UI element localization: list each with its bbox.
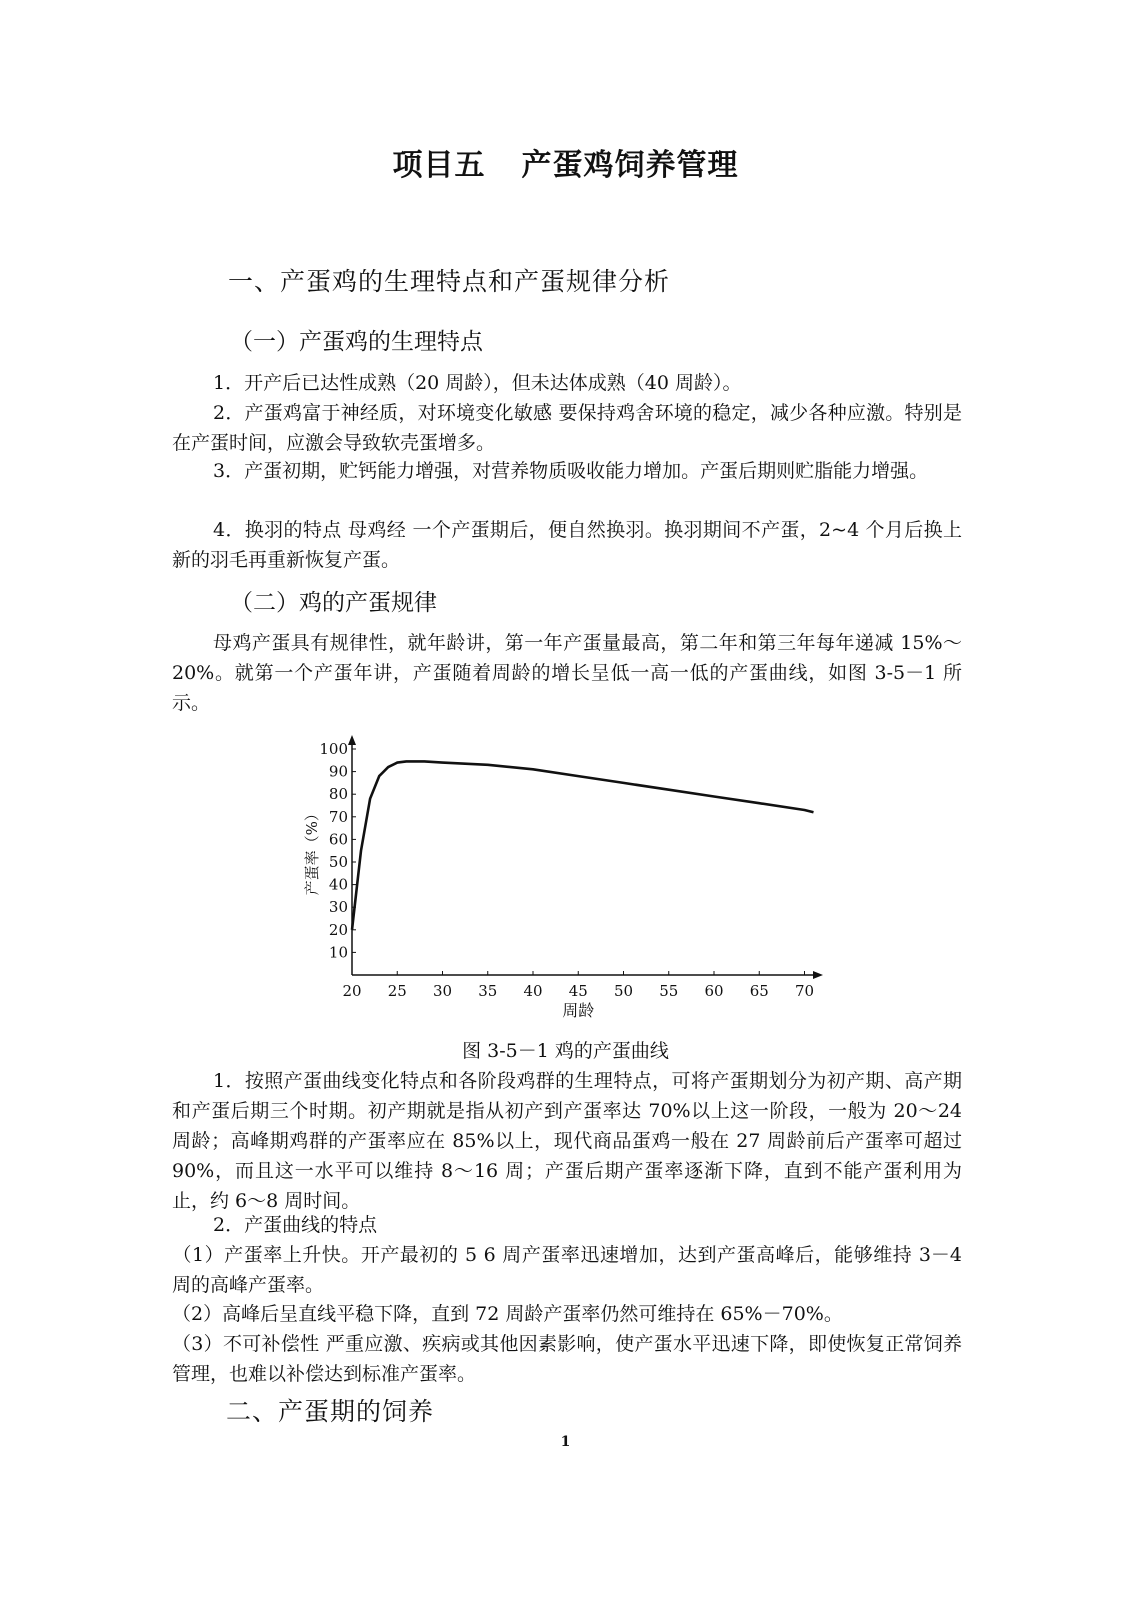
sub2-after-1: 1．按照产蛋曲线变化特点和各阶段鸡群的生理特点，可将产蛋期划分为初产期、高产期和产蛋后期三个时期。初产期就是指从初产到产蛋率达 70%以上这一阶段，一般为 20～24 周龄；高峰期鸡群的产蛋率应在 85%以上，现代商品蛋鸡一般在 27 周龄前后产蛋率可超过 90%，而且这一水平可以维持 8～16 周；产蛋后期产蛋率逐渐下降，直到不能产蛋利用为止，约 6～8 周时间。	[172, 1070, 962, 1212]
y-tick-label: 100	[319, 740, 348, 758]
figure-caption: 图 3-5－1 鸡的产蛋曲线	[462, 1040, 669, 1062]
section2-heading: 二、产蛋期的饲养	[226, 1397, 435, 1426]
x-tick-label: 45	[568, 982, 588, 1000]
page-title	[0, 140, 1131, 184]
egg-laying-curve-chart	[290, 735, 830, 1025]
y-tick-label: 50	[328, 853, 348, 871]
y-tick-label: 60	[328, 830, 348, 849]
subsection2-heading: （二）鸡的产蛋规律	[230, 590, 437, 616]
sub2-after-5: （3）不可补偿性 严重应激、疾病或其他因素影响，使产蛋水平迅速下降，即使恢复正常饲养管理，也难以补偿达到标准产蛋率。	[172, 1333, 962, 1385]
section1-heading: 一、产蛋鸡的生理特点和产蛋规律分析	[228, 267, 671, 296]
subsection1-heading: （一）产蛋鸡的生理特点	[230, 329, 483, 355]
sub1-item-4: 4．换羽的特点 母鸡经 一个产蛋期后，便自然换羽。换羽期间不产蛋，2~4 个月后换上新的羽毛再重新恢复产蛋。	[172, 519, 962, 571]
sub1-item-2: 2．产蛋鸡富于神经质，对环境变化敏感 要保持鸡舍环境的稳定，减少各种应激。特别是在产蛋时间，应激会导致软壳蛋增多。	[172, 402, 962, 454]
x-tick-label: 60	[704, 982, 724, 1000]
sub2-intro: 母鸡产蛋具有规律性，就年龄讲，第一年产蛋量最高，第二年和第三年每年递减 15%～20%。就第一个产蛋年讲，产蛋随着周龄的增长呈低一高一低的产蛋曲线，如图 3-5－1 所示。	[172, 632, 962, 714]
x-tick-label: 35	[478, 982, 498, 1000]
y-tick-label: 30	[328, 898, 348, 917]
x-tick-label: 55	[659, 982, 679, 1000]
title-part2: 产蛋鸡饲养管理	[521, 148, 739, 183]
sub2-after-3	[172, 1240, 962, 1300]
x-tick-label: 50	[613, 982, 634, 1000]
x-tick-label: 30	[432, 982, 453, 1000]
x-tick-label: 20	[342, 982, 362, 1000]
y-tick-label: 70	[328, 807, 348, 826]
sub2-after-2: 2．产蛋曲线的特点	[213, 1214, 378, 1236]
y-tick-label: 80	[328, 785, 348, 804]
page-number: 1	[560, 1434, 571, 1450]
sub1-item-3: 3．产蛋初期，贮钙能力增强，对营养物质吸收能力增加。产蛋后期则贮脂能力增强。	[213, 460, 929, 482]
y-tick-label: 40	[328, 875, 348, 894]
y-axis-arrow	[348, 735, 356, 745]
title-part1: 项目五	[392, 148, 486, 183]
y-tick-label: 10	[328, 943, 348, 962]
egg-production-curve	[352, 761, 814, 929]
x-tick-label: 40	[523, 982, 543, 1000]
y-tick-label: 20	[328, 920, 348, 939]
x-tick-label: 70	[794, 982, 815, 1000]
x-axis-arrow	[813, 971, 823, 979]
y-tick-label: 90	[328, 762, 348, 781]
sub1-item-1: 1．开产后已达性成熟（20 周龄），但未达体成熟（40 周龄）。	[213, 372, 742, 394]
sub2-after-4: （2）高峰后呈直线平稳下降，直到 72 周龄产蛋率仍然可维持在 65%－70%。	[172, 1303, 843, 1325]
y-axis-label: 产蛋率（%）	[303, 806, 321, 896]
x-tick-label: 65	[749, 982, 769, 1000]
sub2-after-3-text: （1）产蛋率上升快。开产最初的 5 6 周产蛋率迅速增加，达到产蛋高峰后，能够维持 3－4 周的高峰产蛋率。	[172, 1244, 962, 1296]
x-axis-label: 周龄	[562, 1001, 595, 1020]
x-tick-label: 25	[387, 982, 407, 1000]
